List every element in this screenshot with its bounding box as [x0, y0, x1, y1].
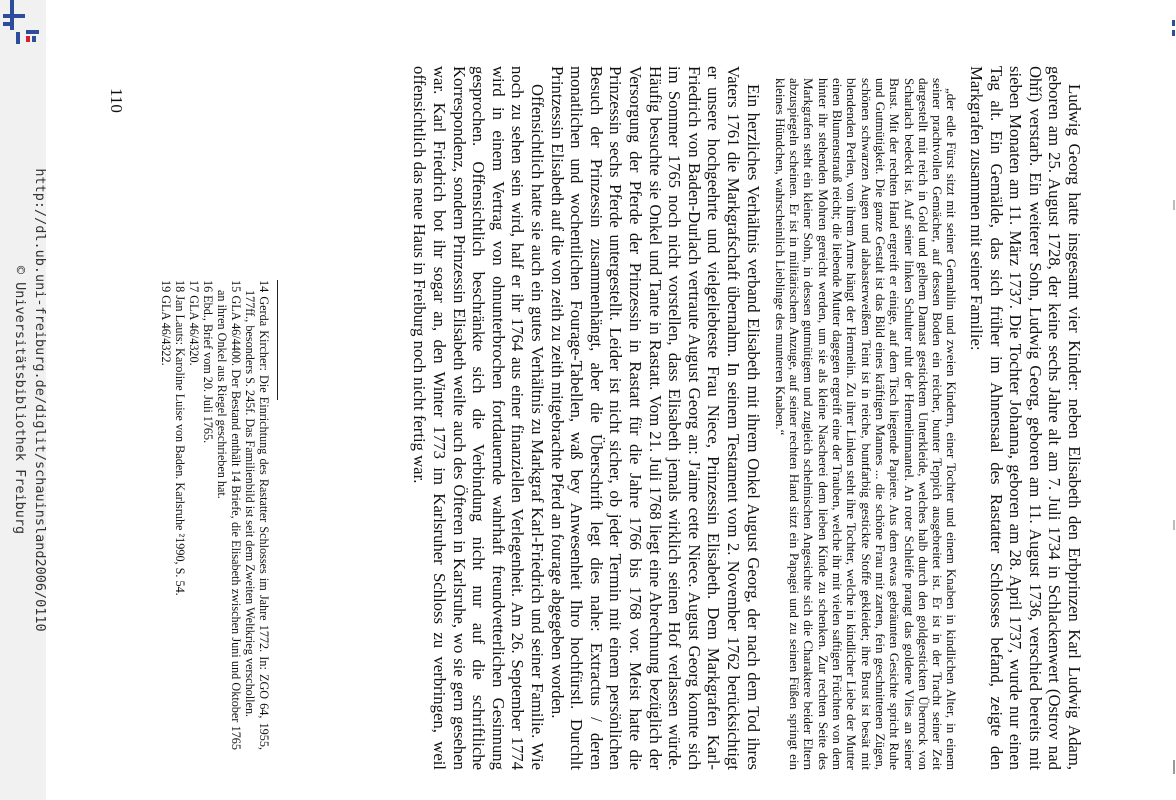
footnote-16: 16 Ebd., Brief vom 20. Juli 1765.	[201, 280, 215, 444]
copyright-notice: © Universitätsbibliothek Freiburg	[12, 265, 28, 535]
source-url[interactable]: http://dl.ub.uni-freiburg.de/diglit/schauinsland2006/0110	[32, 168, 48, 632]
paragraph-2: Ein herzliches Verhältnis verband Elisabeth mit ihrem Onkel August Georg, der nach dem Tod ihres Vaters 1761 die Markgrafschaft übernahm. In seinem Testament vom 2. November 1762 berücksichtigt er unsere hochgeehrte und vielgeliebteste Frau Niece, Prinzessin Elisabeth. Dem Markgrafen Karl-Friedrich von Baden-Durlach vertraute August Georg an: J'aime cette Niece. August Georg konnte sich im Sommer 1765 noch nicht vorstellen, dass Elisabeth jemals wirklich seinen Hof verlassen würde. Häufig besuchte sie Onkel und Tante in Rastatt. Vom 21. Juli 1768 liegt eine Abrechnung bezüglich der Versorgung der Pferde der Prinzessin in Rastatt für die Jahre 1766 bis 1768 vor. Meist hatte die Prinzessin sechs Pferde untergestellt. Leider ist nicht sicher, ob jeder Termin mit einem persönlichen Besuch der Prinzessin zusammenhängt, aber die Überschrift legt dies nahe: Extractus / deren monatlichen und wochentlichen Fourage-Tabellen, waß bey Anwesenheit Ihro hochfürstl. Durchlt Printzessin Elisabeth auf die von zeith zu zeith mitgebrachte Pferd an fourage abgegeben worden.	[547, 66, 763, 770]
footnote-15: 15 GLA 46/4400. Der Bestand enthält 14 Briefe, die Elisabeth zwischen Juni und Oktober 1765 an ihren Onkel aus Riegel geschrieben hat.	[215, 280, 243, 750]
footnote-17: 17 GLA 46/4320.	[187, 280, 201, 366]
footnote-rule	[277, 280, 278, 400]
paragraph-3: Offensichtlich hatte sie auch ein gutes Verhältnis zu Markgraf Karl-Friedrich und seiner Familie. Wie noch zu sehen sein wird, half er ihr 1764 aus einer finanziellen Verlegenheit. Am 26. September 1774 wird in einem Vertrag von ohnunterbrochen fortdauernde wahrhaft freundvetterlichen Gesinnung gesprochen. Offensichtlich beschränkte sich die Verbindung nicht nur auf die schriftliche Korrespondenz, sondern Prinzessin Elisabeth weilte auch des Öfteren in Karlsruhe, wo sie gern gesehen war. Karl Friedrich bot ihr sogar an, den Winter 1773 im Karlsruher Schloss zu verbringen, weil offensichtlich das neue Haus in Freiburg noch nicht fertig war.	[410, 66, 548, 770]
footnotes	[159, 280, 278, 750]
paragraph-1: Ludwig Georg hatte insgesamt vier Kinder: neben Elisabeth den Erbprinzen Karl Ludwig Adam, geboren am 25. August 1728, der keine sechs Jahre alt am 7. Juli 1734 in Schlackenwert (Ostrov nad Ohří) verstarb. Ein weiterer Sohn, Ludwig Georg, geboren am 11. August 1736, verschied bereits mit sieben Monaten am 11. März 1737. Die Tochter Johanna, geboren am 28. April 1737, wurde nur einen Tag alt. Ein Gemälde, das sich früher im Ahnensaal des Rastatter Schlosses befand, zeigte den Markgrafen zusammen mit seiner Familie:	[967, 66, 1084, 770]
footnote-14: 14 Gerda Kircher: Die Einrichtung des Rastatter Schlosses im Jahre 1772. In: ZGO 64, 1955, 177ff., besonders S. 245f. Das Familienbild ist seit dem Zweiten Weltkrieg verschollen.	[243, 280, 271, 750]
family-portrait-quote: „der edle Fürst sitzt mit seiner Gemahlin und zweien Kindern, einer Tochter und einem Knaben in kindlichen Alter, in einem seiner prachtvollen Gemächer, auf dessen Boden ein reicher, bunter Teppich ausgebreitet ist. Er ist in der Tracht seiner Zeit dargestellt mit reich in Gold und gelbem Damast gesticktem Unterkleide, welches halb durch den goldgestickten Überrock von Scharlach bedeckt ist. Auf seiner linken Schulter ruht der Hermelinmantel. An roter Schleife prangt das goldene Vlies an seiner Brust. Mit der rechten Hand ergreift er einige, auf dem Tisch liegende Papiere. Aus dem etwas gebräunten Gesichte spricht Ruhe und Gutmütigkeit. Die ganze Gestalt ist das Bild eines kräftigen Mannes ... die schöne Frau mit zarten, fein geschnittenen Zügen, schönen schwarzen Augen und alabasterweißem Teint ist in reiche, buntfarbig gestickte Stoffe gekleidet; ihre Brust ist besät mit blendenden Perlen, von ihrem Arme hängt der Hermelin. Zu ihrer Linken steht ihre Tochter, welche in kindlicher Liebe der Mutter einen Blumenstrauß reicht; die liebende Mutter dagegen ergreift eine der Trauben, welche ihr mit vielen saftigen Früchten von dem hinter ihr stehenden Mohren gereicht werden, um sie als kleine Nascherei dem lieben Kinde zu schenken. Zur rechten Seite des Markgrafen steht ein kleiner Sohn, in dessen gutmütigem und zugleich schelmischen Angesichte sich die Charaktere beider Eltern abzuspiegeln scheinen. Er ist in militärischem Anzuge, auf seiner rechten Hand sitzt ein Papagei und zu seinen Füßen springt ein kleines Hündchen, wahrscheinlich Lieblinge des munteren Knaben.“	[772, 78, 960, 770]
footnote-19: 19 GLA 46/4322.	[159, 280, 173, 366]
page-number: 110	[107, 88, 126, 113]
footnote-18: 18 Jan Lauts: Karoline Luise von Baden. Karlsruhe ²1990, S. 54.	[173, 280, 187, 596]
main-text	[410, 66, 1084, 770]
